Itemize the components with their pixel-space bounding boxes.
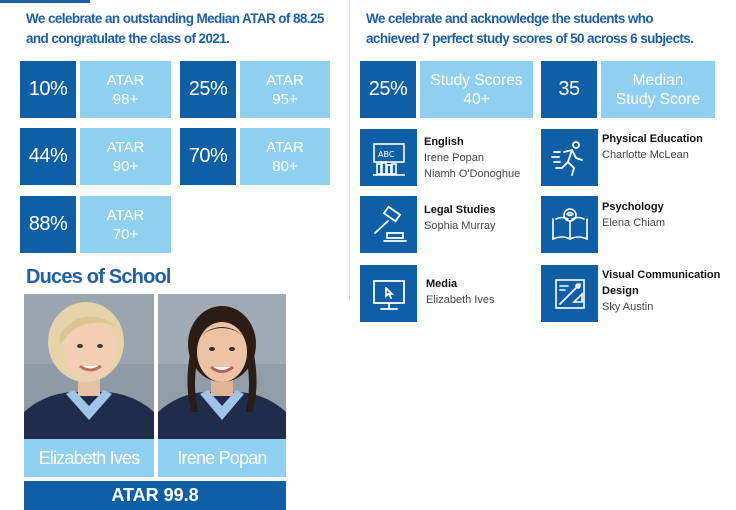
subject-title: Legal Studies xyxy=(424,204,496,216)
subject-title: Media xyxy=(426,278,458,290)
subject-psychology xyxy=(602,199,665,231)
student-name: Sophia Murray xyxy=(424,220,496,232)
top-accent-bar xyxy=(0,0,90,3)
atar-percent-tile: 10% xyxy=(20,61,76,118)
atar-value: 95+ xyxy=(272,90,298,108)
atar-threshold-tile xyxy=(80,128,171,185)
subject-title: Visual Communication Design xyxy=(602,269,721,297)
subject-media xyxy=(426,276,494,308)
atar-label: ATAR xyxy=(106,71,145,89)
student-name: Elena Chiam xyxy=(602,217,665,229)
atar-value: 80+ xyxy=(272,157,298,175)
atar-threshold-tile xyxy=(80,196,171,253)
atar-threshold-tile xyxy=(240,128,330,185)
student-name: Irene Popan xyxy=(424,152,484,164)
right-intro-line-1: We celebrate and acknowledge the students who xyxy=(366,11,654,26)
left-intro-line-2: and congratulate the class of 2021. xyxy=(26,31,230,46)
atar-percent-tile: 70% xyxy=(180,128,236,185)
atar-label: ATAR xyxy=(266,138,304,156)
median-label-2: Study Score xyxy=(615,90,701,108)
runner-icon xyxy=(541,129,598,186)
atar-label: ATAR xyxy=(266,71,304,89)
subject-title: Physical Education xyxy=(602,133,703,145)
atar-value: 90+ xyxy=(112,157,139,175)
right-intro-line-2: achieved 7 perfect study scores of 50 across 6 subjects. xyxy=(366,31,694,46)
duces-title: Duces of School xyxy=(26,266,171,288)
atar-threshold-tile xyxy=(240,61,330,118)
svg-text:ABC: ABC xyxy=(377,149,394,159)
student-name: Niamh O'Donoghue xyxy=(424,168,521,180)
median-label: Median xyxy=(632,71,684,89)
student-name: Elizabeth Ives xyxy=(426,294,495,306)
study-score-threshold: 40+ xyxy=(463,90,490,108)
subject-english xyxy=(424,134,520,182)
brain-book-icon xyxy=(541,196,598,253)
subject-visual-communication-design xyxy=(602,267,736,315)
student-name-bar: Elizabeth Ives xyxy=(24,439,154,477)
median-score-label-tile xyxy=(601,61,715,118)
monitor-icon xyxy=(360,265,417,322)
study-score-label: Study Scores xyxy=(430,71,523,89)
median-score-tile: 35 xyxy=(541,61,597,118)
subject-title: English xyxy=(424,136,464,148)
subject-title: Psychology xyxy=(602,201,664,213)
study-score-label-tile xyxy=(420,61,533,118)
student-name: Sky Austin xyxy=(602,301,654,313)
gavel-icon xyxy=(360,196,417,253)
column-divider xyxy=(349,0,350,300)
duces-atar-bar: ATAR 99.8 xyxy=(24,481,286,510)
atar-percent-tile: 88% xyxy=(20,196,76,253)
student-photo-irene xyxy=(158,294,286,439)
atar-label: ATAR xyxy=(106,206,145,224)
atar-value: 98+ xyxy=(112,90,139,108)
subject-physical-education xyxy=(602,131,703,163)
left-intro xyxy=(26,9,324,49)
left-intro-line-1: We celebrate an outstanding Median ATAR of 88.25 xyxy=(26,11,324,26)
atar-percent-tile: 44% xyxy=(20,128,76,185)
books-icon xyxy=(360,129,417,186)
drafting-icon xyxy=(541,265,598,322)
student-name: Charlotte McLean xyxy=(602,149,689,161)
student-name-bar: Irene Popan xyxy=(158,439,286,477)
subject-legal-studies xyxy=(424,202,496,234)
student-photo-elizabeth xyxy=(24,294,154,439)
study-score-percent-tile: 25% xyxy=(360,61,416,118)
right-intro xyxy=(366,9,693,49)
atar-threshold-tile xyxy=(80,61,171,118)
atar-value: 70+ xyxy=(112,225,139,243)
atar-label: ATAR xyxy=(106,138,145,156)
atar-percent-tile: 25% xyxy=(180,61,236,118)
